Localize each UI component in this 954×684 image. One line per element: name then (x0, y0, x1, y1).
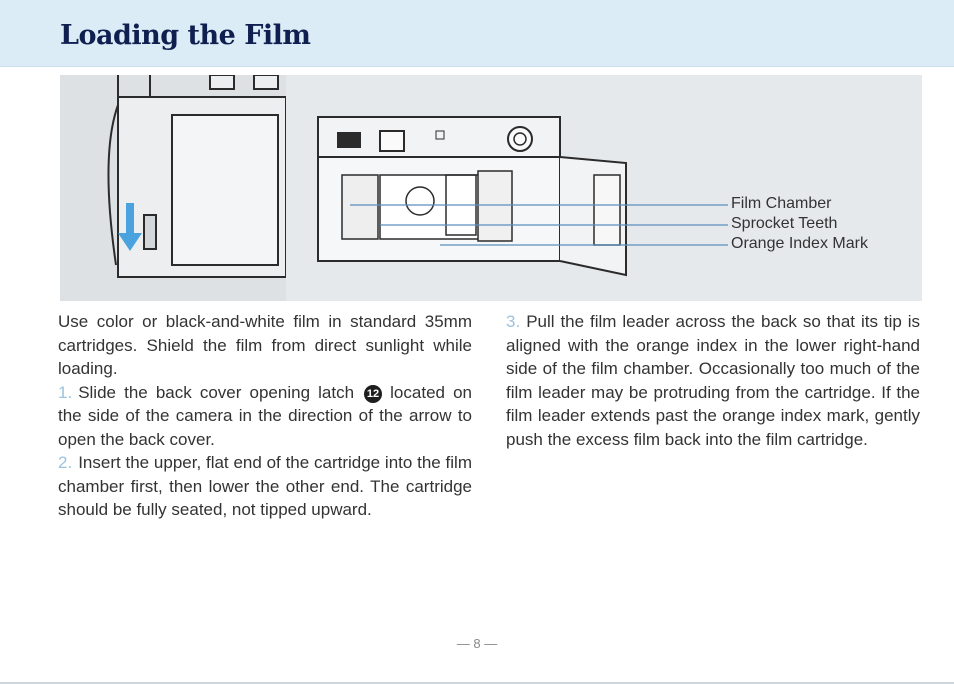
callout-film-chamber: Film Chamber (731, 195, 832, 212)
page-title: Loading the Film (60, 20, 311, 51)
step-2 (58, 451, 472, 522)
step-3 (506, 310, 920, 451)
intro-paragraph: Use color or black-and-white film in standard 35mm cartridges. Shield the film from direct sunlight while loading. (58, 312, 472, 378)
step-3-text: Pull the film leader across the back so that its tip is aligned with the orange index in the lower right-hand side of the film chamber. Occasionally too much of the film leader may be protruding from the cartridge. If the film leader extends past the orange index mark, gently push the excess film back into the film cartridge. (506, 312, 920, 449)
callout-sprocket-teeth: Sprocket Teeth (731, 215, 838, 232)
step-3-number: 3. (506, 312, 521, 331)
step-1-number: 1. (58, 382, 73, 402)
step-1-text-continued: located on the side of the camera in the direction of the arrow to open the back cover. (58, 382, 472, 449)
camera-illustration (60, 75, 922, 301)
step-2-number: 2. (58, 453, 73, 472)
left-column (58, 310, 472, 522)
callout-orange-index-mark: Orange Index Mark (731, 235, 868, 252)
step-2-text: Insert the upper, flat end of the cartridge into the film chamber first, then lower the other end. The cartridge should be fully seated, not tipped upward. (58, 453, 472, 519)
page-number: — 8 — (456, 636, 498, 651)
camera-side-view (108, 75, 286, 277)
right-column (506, 310, 920, 451)
latch-reference-badge: 12 (364, 385, 382, 403)
step-1-text: Slide the back cover opening latch (78, 382, 355, 402)
step-1 (58, 381, 472, 452)
camera-drawing (60, 75, 922, 301)
